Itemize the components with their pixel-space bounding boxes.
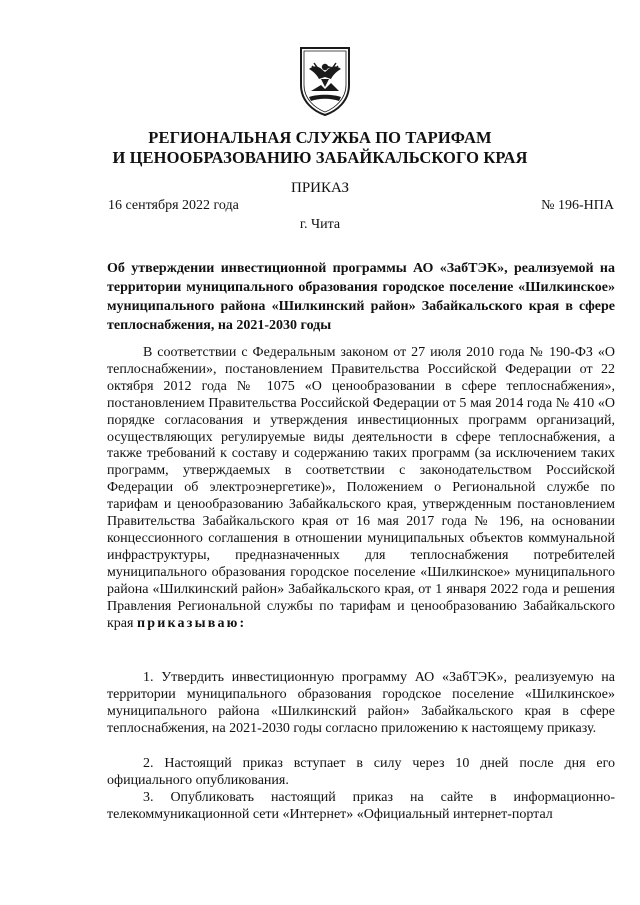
order-item-3: 3. Опубликовать настоящий приказ на сайте в информационно-телекоммуникационной сети «Интернет» «Официальный интернет-портал [107,790,615,822]
preamble-text: В соответствии с Федеральным законом от 27 июля 2010 года № 190-ФЗ «О теплоснабжении», постановлением Правительства Российской Федерации от 22 октября 2012 года № 1075 «О ценообразовании в сфере теплоснабжения», постановлением Правительства Российской Федерации от 5 мая 2014 года № 410 «О порядке согласования и утверждения инвестиционных программ организаций, осуществляющих регулируемые виды деятельности в сфере теплоснабжения, а также требований к составу и содержанию таких программ (за исключением таких программ, утверждаемых в соответствии с законодательством Российской Федерации об электроэнергетике)», Положением о Региональной службе по тарифам и ценообразованию Забайкальского края, утвержденным постановлением Правительства Забайкальского края от 16 мая 2017 года № 196, на основании концессионного соглашения в отношении муниципальных объектов коммунальной инфраструктуры, предназначенных для теплоснабжения потребителей муниципального образования городское поселение «Шилкинское» муниципального района «Шилкинский район» Забайкальского края, от 1 января 2022 года и решения Правления Региональной службы по тарифам и ценообразованию Забайкальского края [107,345,615,631]
issuing-authority [100,128,540,168]
document-date: 16 сентября 2022 года [108,198,239,213]
authority-name-line-2: И ЦЕНООБРАЗОВАНИЮ ЗАБАЙКАЛЬСКОГО КРАЯ [112,148,528,167]
order-word: приказываю: [136,615,247,631]
zabaykalsky-krai-coat-of-arms-icon [297,45,353,117]
order-item-2: 2. Настоящий приказ вступает в силу через 10 дней после дня его официального опубликования. [107,756,615,788]
authority-name-line-1: РЕГИОНАЛЬНАЯ СЛУЖБА ПО ТАРИФАМ [148,128,492,147]
preamble-paragraph [107,345,615,632]
document-title: Об утверждении инвестиционной программы АО «ЗабТЭК», реализуемой на территории муниципального образования городское поселение «Шилкинское» муниципального района «Шилкинский район» Забайкальского края в сфере теплоснабжения, на 2021-2030 годы [107,261,615,333]
order-item-1: 1. Утвердить инвестиционную программу АО «ЗабТЭК», реализуемую на территории муниципального образования городское поселение «Шилкинское» муниципального района «Шилкинский район» Забайкальского края в сфере теплоснабжения, на 2021-2030 годы согласно приложению к настоящему приказу. [107,670,615,736]
document-type: ПРИКАЗ [291,180,349,196]
document-number: № 196-НПА [541,198,614,213]
document-city: г. Чита [299,217,341,232]
